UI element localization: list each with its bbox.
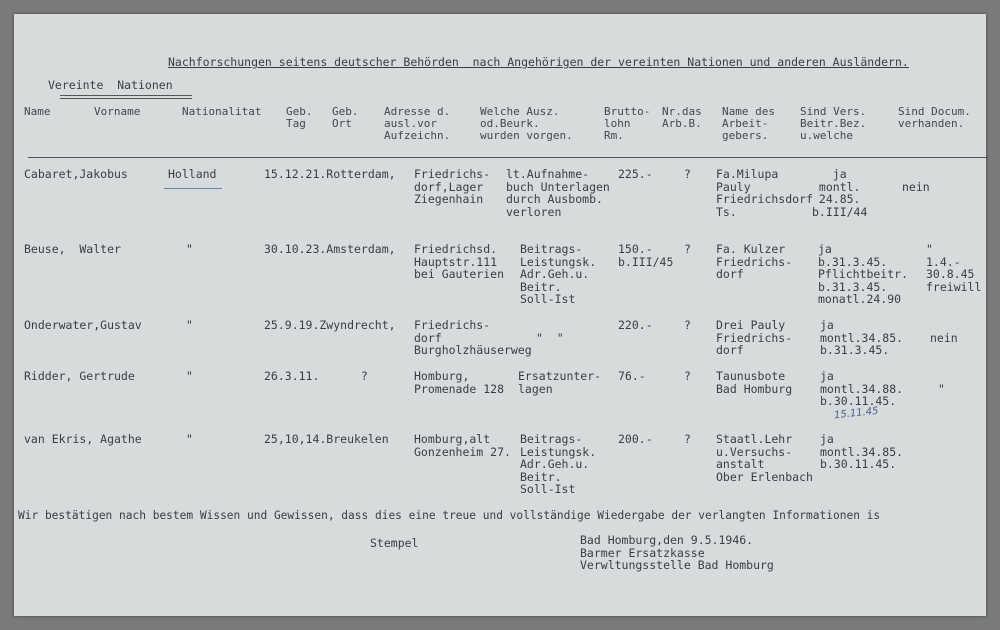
column-header-name: Name (24, 105, 51, 118)
cell-docum: nein (930, 331, 958, 345)
cell-versich: ja montl.34.88. b.30.11.45. (820, 369, 904, 409)
column-header-versich: Sind Vers. Beitr.Bez. u.welche (800, 105, 867, 142)
cell-versich: ja montl. 24.85. b.III/44 (812, 167, 868, 219)
document-title: Nachforschungen seitens deutscher Behörden nach Angehörigen der vereinten Nationen und anderen Ausländern. (168, 55, 909, 69)
column-header-arbeitgeber: Name des Arbeit- gebers. (722, 105, 775, 142)
section-underline (60, 95, 192, 96)
cell-name: Ridder, Gertrude (24, 369, 135, 383)
cell-adresse: Friedrichsd. Hauptstr.111 bei Gauterien (414, 242, 505, 282)
column-header-welche: Welche Ausz. od.Beurk. wurden vorgen. (480, 105, 573, 142)
cell-nationalitaet: " (186, 242, 193, 256)
cell-docum: nein (902, 180, 930, 194)
section-heading: Vereinte Nationen (48, 78, 173, 92)
column-header-adresse: Adresse d. ausl.vor Aufzeichn. (384, 105, 451, 142)
cell-nr-arb: ? (684, 318, 691, 332)
cell-arbeitgeber: Taunusbote Bad Homburg (716, 369, 793, 396)
cell-versich: ja montl.34.85. b.31.3.45. (820, 318, 904, 358)
column-header-nr-arb: Nr.das Arb.B. (662, 105, 702, 130)
cell-adresse: Homburg, Promenade 128 (414, 369, 505, 396)
confirmation-text: Wir bestätigen nach bestem Wissen und Gewissen, dass dies eine treue und vollständige Wiedergabe der verlangten Informationen is (18, 509, 881, 522)
cell-nr-arb: ? (684, 369, 691, 383)
handwritten-underline (164, 188, 222, 189)
cell-welche: lt.Aufnahme- buch Unterlagen durch Ausbomb. verloren (506, 167, 610, 219)
cell-name: Beuse, Walter (24, 242, 121, 256)
cell-adresse: Homburg,alt Gonzenheim 27. (414, 432, 511, 459)
cell-welche: Beitrags- Leistungsk. Adr.Geh.u. Beitr. Soll-Ist (520, 432, 597, 497)
cell-welche: Beitrags- Leistungsk. Adr.Geh.u. Beitr. Soll-Ist (520, 242, 597, 307)
cell-arbeitgeber: Fa. Kulzer Friedrichs- dorf (716, 242, 793, 282)
cell-nationalitaet: " (186, 369, 193, 383)
cell-docum: " 1.4.- 30.8.45 freiwill (926, 242, 982, 294)
handwritten-note: 15.11.45 (833, 405, 879, 422)
cell-brutto: 225.- (618, 167, 653, 181)
cell-arbeitgeber: Staatl.Lehr u.Versuchs- anstalt Ober Erlenbach (716, 432, 813, 484)
section-underline-2 (60, 98, 192, 99)
cell-geb: 26.3.11. ? (264, 369, 368, 383)
cell-versich: ja b.31.3.45. Pflichtbeitr. b.31.3.45. monatl.24.90 (818, 242, 909, 307)
header-rule (28, 157, 988, 158)
cell-name: van Ekris, Agathe (24, 432, 142, 446)
cell-welche: Ersatzunter- lagen (518, 369, 602, 396)
column-header-docum: Sind Docum. verhanden. (898, 105, 971, 130)
cell-geb: 15.12.21.Rotterdam, (264, 167, 396, 181)
document-page (14, 14, 986, 616)
stamp-label: Stempel (370, 536, 419, 550)
cell-brutto: 76.- (618, 369, 646, 383)
cell-geb: 25.9.19.Zwyndrecht, (264, 318, 396, 332)
cell-welche: " " (536, 331, 564, 345)
cell-nr-arb: ? (684, 167, 691, 181)
column-header-geb-tag: Geb. Tag (286, 105, 313, 130)
cell-arbeitgeber: Fa.Milupa Pauly Friedrichsdorf Ts. (716, 167, 813, 219)
cell-nationalitaet: " (186, 318, 193, 332)
cell-geb: 30.10.23.Amsterdam, (264, 242, 396, 256)
column-header-nationalitaet: Nationalitat (182, 105, 262, 118)
cell-brutto: 200.- (618, 432, 653, 446)
column-header-geb-ort: Geb. Ort (332, 105, 359, 130)
cell-nr-arb: ? (684, 242, 691, 256)
cell-geb: 25,10,14.Breukelen (264, 432, 389, 446)
cell-versich: ja montl.34.85. b.30.11.45. (820, 432, 904, 472)
cell-arbeitgeber: Drei Pauly Friedrichs- dorf (716, 318, 793, 358)
column-header-vorname: Vorname (94, 105, 141, 118)
cell-adresse: Friedrichs- dorf Burgholzhäuserweg (414, 318, 532, 358)
cell-nationalitaet: " (186, 432, 193, 446)
signature-block: Bad Homburg,den 9.5.1946. Barmer Ersatzkasse Verwltungsstelle Bad Homburg (580, 533, 774, 573)
cell-nationalitaet: Holland (168, 167, 217, 181)
cell-adresse: Friedrichs- dorf,Lager Ziegenhain (414, 167, 491, 207)
cell-brutto: 150.- b.III/45 (618, 242, 674, 269)
column-header-brutto: Brutto- lohn Rm. (604, 105, 651, 142)
cell-docum: " (938, 382, 945, 396)
cell-nr-arb: ? (684, 432, 691, 446)
cell-name: Cabaret,Jakobus (24, 167, 128, 181)
cell-name: Onderwater,Gustav (24, 318, 142, 332)
cell-brutto: 220.- (618, 318, 653, 332)
